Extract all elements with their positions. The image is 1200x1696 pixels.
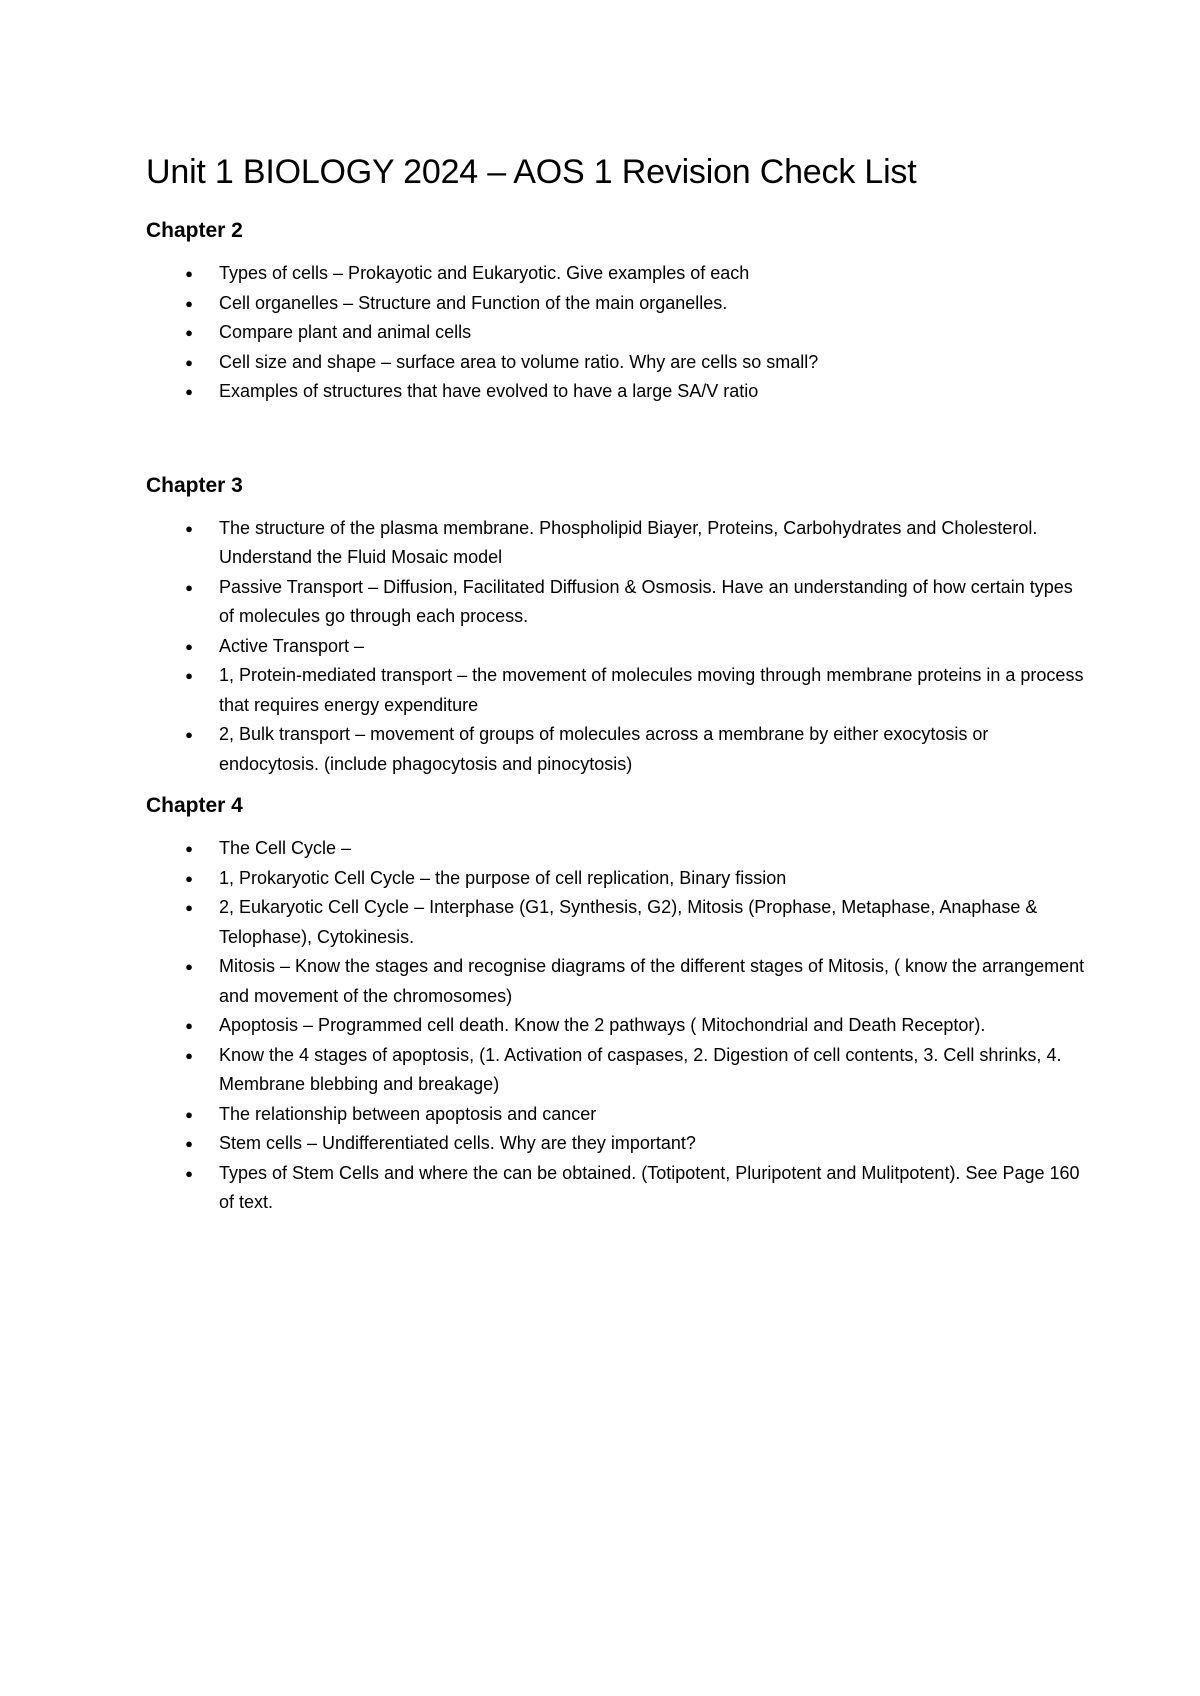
list-item xyxy=(146,720,1086,779)
list-item xyxy=(146,514,1086,573)
list-item-text: Compare plant and animal cells xyxy=(219,322,472,342)
list-item xyxy=(146,573,1086,632)
list-item-text: Cell size and shape – surface area to volume ratio. Why are cells so small? xyxy=(219,351,819,372)
chapter-heading: Chapter 2 xyxy=(146,219,243,242)
list-item-text: Active Transport – xyxy=(219,635,365,656)
list-item xyxy=(146,1159,1086,1218)
list-item-text: 1, Prokaryotic Cell Cycle – the purpose of cell replication, Binary fission xyxy=(219,867,787,888)
list-item xyxy=(146,1100,1086,1130)
document-content xyxy=(146,150,1086,1218)
bullet-icon: ● xyxy=(185,959,193,974)
bullet-icon: ● xyxy=(185,727,193,742)
document-title: Unit 1 BIOLOGY 2024 – AOS 1 Revision Check List xyxy=(146,153,917,191)
list-item-text: 2, Bulk transport – movement of groups of molecules across a membrane by either exocytosis or endocytosis. (include phagocytosis and pinocytosis) xyxy=(219,724,989,774)
bullet-icon: ● xyxy=(185,520,193,536)
bullet-icon: ● xyxy=(185,870,193,886)
bullet-icon: ● xyxy=(185,1165,193,1181)
bullet-icon: ● xyxy=(185,668,193,683)
bullet-icon: ● xyxy=(185,1018,193,1033)
chapter-3-section xyxy=(146,471,1086,780)
bullet-icon: ● xyxy=(185,900,193,915)
chapter-2-section xyxy=(146,216,1086,407)
bullet-icon: ● xyxy=(185,266,193,281)
list-item-text: 1, Protein-mediated transport – the movement of molecules moving through membrane proteins in a process that requires energy expenditure xyxy=(219,665,1084,715)
list-item xyxy=(146,348,1086,378)
bullet-icon: ● xyxy=(185,354,193,370)
list-item-text: Passive Transport – Diffusion, Facilitated Diffusion & Osmosis. Have an understanding of how certain types of molecules go through each process. xyxy=(219,576,1073,626)
list-item-text: Know the 4 stages of apoptosis, (1. Activation of caspases, 2. Digestion of cell contents, 3. Cell shrinks, 4. Membrane blebbing and breakage) xyxy=(219,1044,1062,1094)
list-item-text: Examples of structures that have evolved to have a large SA/V ratio xyxy=(219,381,759,401)
list-item xyxy=(146,1041,1086,1100)
bullet-icon: ● xyxy=(185,325,193,340)
bullet-icon: ● xyxy=(185,638,193,654)
chapter-heading: Chapter 4 xyxy=(146,794,243,817)
chapter-3-list xyxy=(146,514,1086,780)
list-item xyxy=(146,864,1086,894)
list-item xyxy=(146,952,1086,1011)
list-item-text: Cell organelles – Structure and Function of the main organelles. xyxy=(219,292,728,313)
list-item xyxy=(146,1011,1086,1041)
chapter-4-list xyxy=(146,834,1086,1218)
chapter-heading: Chapter 3 xyxy=(146,473,243,497)
list-item xyxy=(146,893,1086,952)
list-item xyxy=(146,834,1086,864)
list-item xyxy=(146,1129,1086,1159)
list-item xyxy=(146,259,1086,289)
chapter-4-section xyxy=(146,791,1086,1218)
list-item xyxy=(146,289,1086,319)
list-item xyxy=(146,377,1086,407)
list-item-text: Apoptosis – Programmed cell death. Know the 2 pathways ( Mitochondrial and Death Receptor). xyxy=(219,1015,986,1035)
list-item-text: The structure of the plasma membrane. Phospholipid Biayer, Proteins, Carbohydrates and Cholesterol. Understand the Fluid Mosaic model xyxy=(219,517,1038,567)
list-item xyxy=(146,318,1086,348)
bullet-icon: ● xyxy=(185,295,193,311)
bullet-icon: ● xyxy=(185,1047,193,1063)
list-item-text: The relationship between apoptosis and cancer xyxy=(219,1103,597,1124)
list-item-text: The Cell Cycle – xyxy=(219,838,352,858)
list-item-text: Mitosis – Know the stages and recognise diagrams of the different stages of Mitosis, ( know the arrangement and movement of the chromosomes) xyxy=(219,956,1085,1006)
bullet-icon: ● xyxy=(185,1106,193,1122)
chapter-2-list xyxy=(146,259,1086,407)
list-item xyxy=(146,632,1086,662)
bullet-icon: ● xyxy=(185,579,193,595)
list-item-text: Stem cells – Undifferentiated cells. Why are they important? xyxy=(219,1133,696,1153)
list-item-text: Types of cells – Prokayotic and Eukaryotic. Give examples of each xyxy=(219,263,750,283)
list-item xyxy=(146,661,1086,720)
bullet-icon: ● xyxy=(185,841,193,856)
list-item-text: Types of Stem Cells and where the can be obtained. (Totipotent, Pluripotent and Mulitpotent). See Page 160 of text. xyxy=(219,1162,1080,1212)
bullet-icon: ● xyxy=(185,384,193,399)
bullet-icon: ● xyxy=(185,1136,193,1151)
list-item-text: 2, Eukaryotic Cell Cycle – Interphase (G1, Synthesis, G2), Mitosis (Prophase, Metaphase, Anaphase & Telophase), Cytokinesis. xyxy=(219,897,1038,947)
